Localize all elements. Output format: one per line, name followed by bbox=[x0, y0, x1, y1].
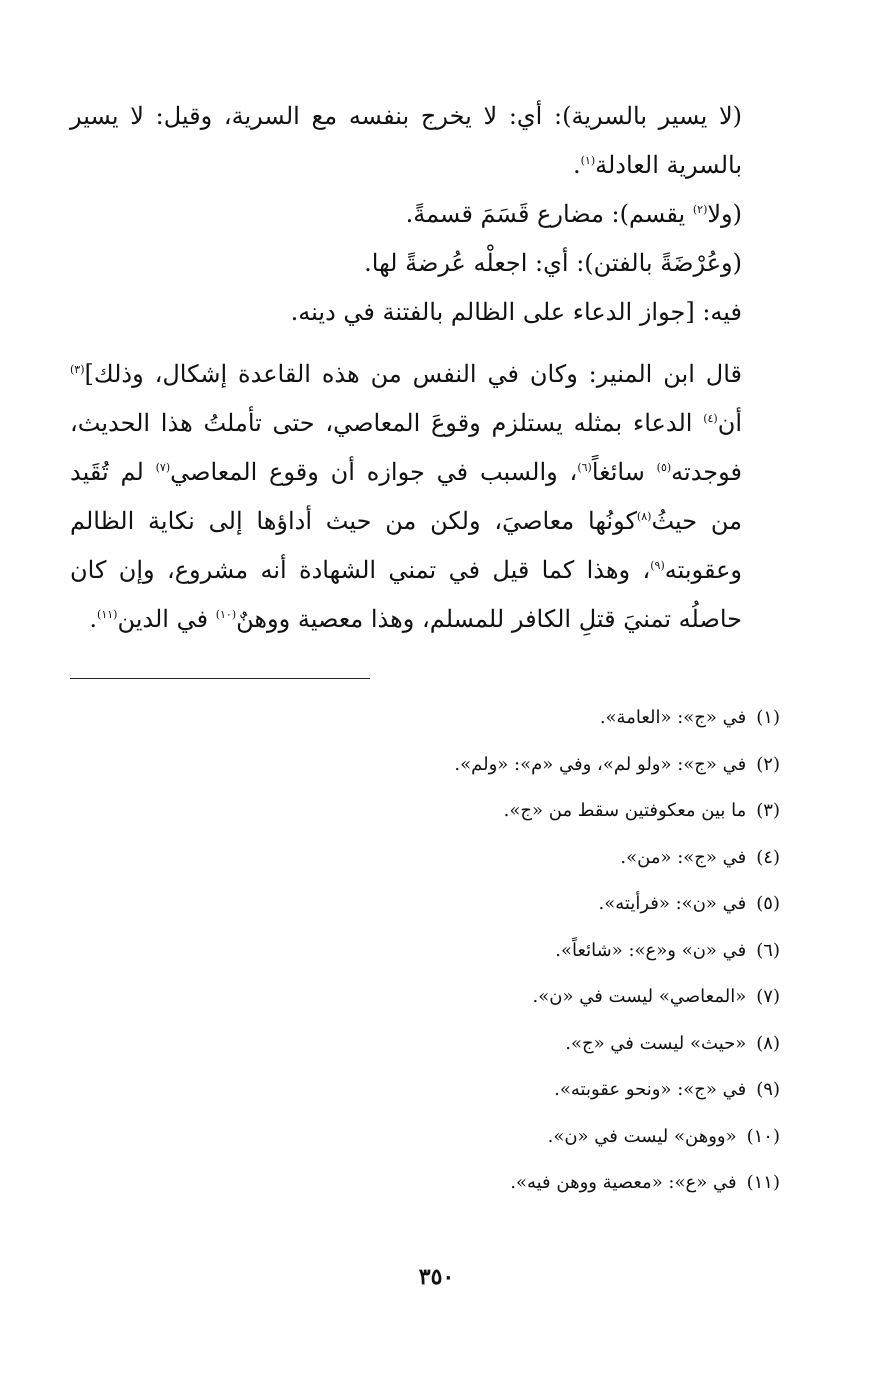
footnotes-list bbox=[70, 695, 780, 1207]
text-run: سائغاً bbox=[591, 458, 657, 486]
footnote-item bbox=[70, 928, 780, 975]
footnote-number: (١١) bbox=[746, 1172, 780, 1193]
text-run: أن bbox=[717, 409, 742, 437]
footnote-separator bbox=[70, 678, 370, 679]
footnote-text: في «ن»: «فرأيته». bbox=[598, 893, 747, 914]
footnote-reference: (٥) bbox=[656, 461, 672, 474]
text-run: . bbox=[89, 605, 98, 633]
footnote-reference: (١٠) bbox=[215, 608, 237, 621]
footnote-reference: (١١) bbox=[97, 608, 118, 621]
footnote-reference: (٩) bbox=[650, 559, 665, 572]
footnote-number: (٥) bbox=[756, 893, 780, 914]
footnote-item bbox=[70, 1021, 780, 1068]
footnote-item bbox=[70, 1067, 780, 1114]
footnote-number: (٤) bbox=[756, 846, 780, 868]
footnote-reference: (٦) bbox=[577, 461, 592, 474]
text-run: في الدين bbox=[117, 605, 216, 633]
footnote-number: (٩) bbox=[756, 1079, 780, 1100]
footnote-item bbox=[70, 1160, 780, 1207]
footnote-text: في «ج»: «ونحو عقوبته». bbox=[554, 1079, 747, 1100]
footnote-item bbox=[70, 788, 780, 835]
text-run: لم تُقَيد من حيثُ bbox=[70, 458, 742, 535]
footnote-reference: (٤) bbox=[703, 412, 718, 425]
footnote-number: (٧) bbox=[756, 986, 780, 1007]
footnote-number: (١) bbox=[756, 707, 780, 728]
paragraph bbox=[70, 92, 780, 190]
footnote-text: في «ج»: «من». bbox=[620, 846, 747, 868]
footnote-reference: (٨) bbox=[636, 510, 652, 523]
footnote-item bbox=[70, 881, 780, 928]
text-run: ، وهذا كما قيل في تمني الشهادة أنه مشروع، وإن كان حاصلُه تمنيَ قتلِ الكافر للمسلم، وهذا معصية ووهنٌ bbox=[70, 556, 742, 633]
footnote-reference: (١) bbox=[580, 154, 596, 167]
footnote-number: (٣) bbox=[756, 800, 780, 821]
footnote-number: (٨) bbox=[756, 1032, 780, 1054]
text-run: قال ابن المنير: وكان في النفس من هذه القاعدة إشكال، وذلك] bbox=[84, 360, 742, 388]
paragraph bbox=[70, 288, 780, 337]
paragraph bbox=[70, 350, 780, 644]
footnote-text: في «ج»: «ولو لم»، وفي «م»: «ولم». bbox=[454, 753, 747, 775]
footnote-item bbox=[70, 974, 780, 1021]
footnote-text: «حيث» ليست في «ج». bbox=[565, 1032, 747, 1054]
paragraph bbox=[70, 239, 780, 288]
footnote-item bbox=[70, 742, 780, 789]
text-run: يقسم): مضارع قَسَمَ قسمةً. bbox=[405, 200, 693, 228]
text-run: (وعُرْضَةً بالفتن): أي: اجعلْه عُرضةً لها. bbox=[364, 249, 742, 277]
text-run: فيه: [جواز الدعاء على الظالم بالفتنة في دينه. bbox=[290, 298, 742, 326]
text-run: ، والسبب في جوازه أن وقوع المعاصي bbox=[170, 458, 578, 486]
main-text bbox=[70, 92, 780, 644]
footnote-number: (٦) bbox=[756, 939, 780, 961]
text-run: . bbox=[572, 151, 581, 179]
footnote-text: «المعاصي» ليست في «ن». bbox=[532, 986, 747, 1007]
text-run: (ولا bbox=[707, 200, 742, 228]
footnote-item bbox=[70, 835, 780, 882]
footnote-reference: (٧) bbox=[155, 461, 171, 474]
text-run: (لا يسير بالسرية): أي: لا يخرج بنفسه مع السرية، وقيل: لا يسير بالسرية العادلة bbox=[70, 102, 742, 179]
text-run: كونُها معاصيَ، ولكن من حيث أداؤها إلى نكاية الظالم وعقوبته bbox=[70, 507, 742, 584]
page-number: ٣٥٠ bbox=[418, 1264, 455, 1290]
footnote-item bbox=[70, 695, 780, 742]
text-run: الدعاء بمثله يستلزم وقوعَ المعاصي، حتى تأملتُ هذا الحديث، فوجدته bbox=[70, 409, 743, 486]
paragraph bbox=[70, 190, 780, 239]
footnote-text: «ووهن» ليست في «ن». bbox=[547, 1125, 737, 1147]
footnote-reference: (٢) bbox=[692, 203, 708, 216]
footnote-text: ما بين معكوفتين سقط من «ج». bbox=[503, 800, 747, 821]
footnote-reference: (٣) bbox=[70, 363, 85, 376]
footnote-text: في «ن» و«ع»: «شائعاً». bbox=[555, 939, 747, 961]
footnote-text: في «ج»: «العامة». bbox=[599, 707, 747, 728]
footnote-text: في «ع»: «معصية ووهن فيه». bbox=[510, 1172, 737, 1193]
footnote-number: (٢) bbox=[756, 753, 780, 775]
book-page bbox=[70, 92, 780, 1342]
footnote-number: (١٠) bbox=[746, 1125, 780, 1147]
footnote-item bbox=[70, 1114, 780, 1161]
